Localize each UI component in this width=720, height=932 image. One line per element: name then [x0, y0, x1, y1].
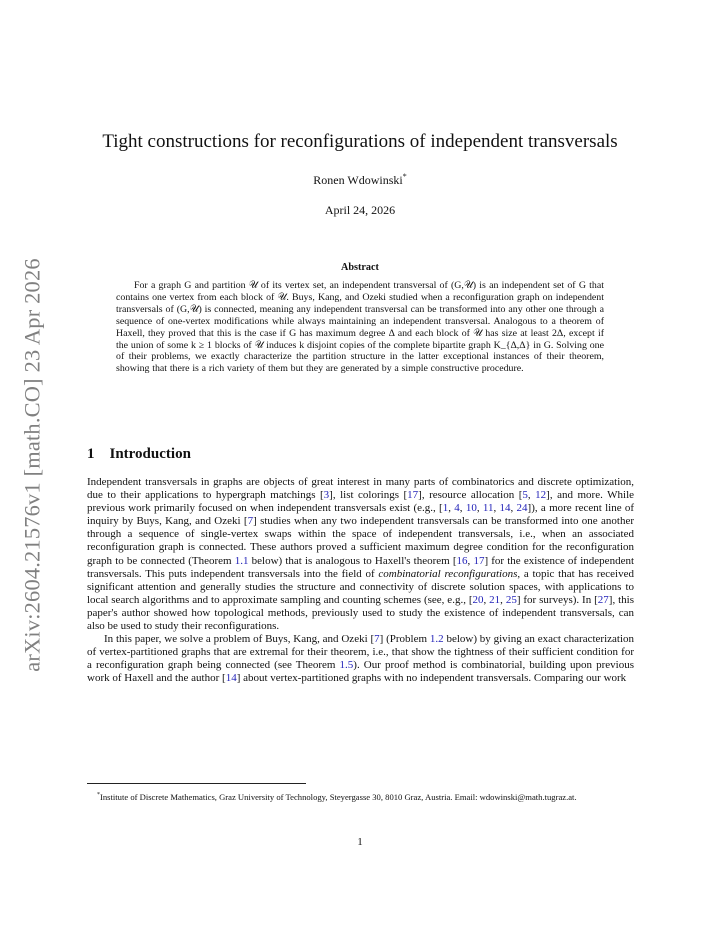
footnote-text: Institute of Discrete Mathematics, Graz University of Technology, Steyergasse 30, 8010 Graz, Austria. Email: wdowinski@math.tugraz.at.	[100, 791, 577, 802]
arxiv-stamp-text: arXiv:2604.21576v1 [math.CO] 23 Apr 2026	[20, 258, 46, 672]
citation-link[interactable]: 11	[482, 502, 494, 515]
text-run: ], list colorings [	[329, 489, 408, 502]
citation-link[interactable]: 16	[456, 554, 468, 567]
paragraph-1: Independent transversals in graphs are objects of great interest in many parts of combinatorics and discrete optimization, due to their applications to hypergraph matchings [3], list colorings [17], resource allocation [5, 12], and more. While previous work primarily focused on when independent transversals exist (e.g., [1, 4, 10, 11, 14, 24]), a more recent line of inquiry by Buys, Kang, and Ozeki [7] studies when any two independent transversals can be transformed into one another through a sequence of single-vertex swaps within the space of independent transversals, i.e., when an associated reconfiguration graph is connected. These authors proved a sufficient maximum degree condition for the reconfiguration graph to be connected (Theorem 1.1 below) that is analogous to Haxell's theorem [16, 17] for the existence of independent transversals. This puts independent transversals into the field of combinatorial reconfigurations, a topic that has received significant attention and generally studies the structure and connectivity of discrete solution spaces, with applications to local search algorithms and to approximate sampling and counting schemes (see, e.g., [20, 21, 25] for surveys). In [27], this paper's author showed how topological methods, previously used to study the existence of independent transversals, can also be used to study their reconfigurations.	[87, 476, 635, 633]
footnote-mark: *	[97, 792, 100, 798]
citation-link[interactable]: 17	[473, 554, 485, 567]
citation-link[interactable]: 21	[489, 593, 501, 606]
text-run: ]), a more recent line of inquiry by Buys, Kang, and Ozeki [	[87, 502, 635, 528]
citation-link[interactable]: 7	[374, 633, 380, 646]
theorem-link[interactable]: 1.5	[339, 659, 354, 672]
author-name: Ronen Wdowinski	[313, 173, 403, 187]
text-run: ], resource allocation [	[418, 489, 523, 502]
citation-link[interactable]: 3	[323, 489, 330, 502]
abstract-heading: Abstract	[341, 262, 379, 273]
paper-date: April 24, 2026	[324, 203, 396, 217]
text-run: ] (Problem	[379, 633, 430, 646]
citation-link[interactable]: 24	[516, 502, 528, 515]
text-run: ] about vertex-partitioned graphs with no independent transversals. Comparing our work	[236, 672, 627, 685]
citation-link[interactable]: 5	[522, 489, 528, 502]
theorem-link[interactable]: 1.1	[234, 554, 249, 567]
text-run: , a topic that has received significant attention and generally studies the structure and connectivity of discrete solution spaces, with applications to local search algorithms and to approximate sampling and counting schemes (see, e.g., [	[87, 567, 634, 606]
citation-link[interactable]: 4	[454, 502, 460, 515]
paragraph-2	[87, 633, 634, 685]
citation-link[interactable]: 17	[407, 489, 419, 502]
abstract-text: For a graph G and partition 𝒰 of its vertex set, an independent transversal of (G,𝒰) is an independent set of G that contains one vertex from each block of 𝒰. Buys, Kang, and Ozeki studied when a reconfiguration graph on independent transversals of (G,𝒰) is connected, meaning any independent transversal can be transformed into any other one through a sequence of one-vertex modifications while always maintaining an independent transversal. Analogous to a theorem of Haxell, they proved that this is the case if G has maximum degree Δ and each block of 𝒰 has size at least 2Δ, except if the union of some k ≥ 1 blocks of 𝒰 induces k disjoint copies of the complete bipartite graph K_{Δ,Δ} in G. Solving one of their problems, we exactly characterize the partition structure in the latter exceptional instances of their theorem, showing that there is a rich variety of them but they are generated by a simple constructive procedure.	[116, 280, 604, 375]
text-run: ], and more. While previous work primarily focused on when independent transversals exist (e.g., [	[87, 489, 635, 515]
text-run: Independent transversals in graphs are objects of great interest in many parts of combinatorics and discrete optimization, due to their applications to hypergraph matchings [	[87, 476, 634, 502]
section-number: 1	[87, 446, 95, 462]
text-run: ] for the existence of independent transversals. This puts independent transversals into the field of	[87, 554, 635, 580]
text-run: ] studies when any two independent transversals can be transformed into one another through a sequence of single-vertex swaps within the space of independent transversals, i.e., when an associated reconfiguration graph is connected. These authors proved a sufficient maximum degree condition for the reconfiguration graph to be connected (Theorem	[87, 515, 635, 567]
text-run: ). Our proof method is combinatorial, building upon previous work of Haxell and the author [	[87, 659, 634, 685]
text-run: below) by giving an exact characterization of vertex-partitioned graphs that are extremal for their theorem, i.e., that show the tightness of their sufficient condition for a reconfiguration graph being connected (see Theorem	[87, 633, 635, 672]
citation-link[interactable]: 12	[535, 489, 547, 502]
text-run: ] for surveys). In [	[516, 593, 598, 606]
citation-link[interactable]: 14	[499, 502, 511, 515]
paper-title: Tight constructions for reconfigurations of independent transversals	[102, 131, 618, 152]
author-line	[60, 172, 660, 188]
introduction-body	[87, 476, 634, 686]
section-heading-introduction	[87, 446, 191, 463]
citation-link[interactable]: 10	[465, 502, 477, 515]
citation-link[interactable]: 14	[225, 672, 237, 685]
section-title: Introduction	[109, 446, 191, 462]
emphasized-term: combinatorial reconfigurations	[378, 567, 518, 580]
footnote	[87, 790, 634, 803]
text-run: ], this paper's author showed how topological methods, previously used to study the existence of independent transversals, can also be used to study their reconfigurations.	[87, 593, 634, 633]
citation-link[interactable]: 25	[505, 593, 517, 606]
citation-link[interactable]: 1	[442, 502, 449, 515]
citation-link[interactable]: 20	[472, 593, 484, 606]
page-number: 1	[357, 836, 363, 848]
problem-link[interactable]: 1.2	[429, 633, 444, 646]
text-run: In this paper, we solve a problem of Buys, Kang, and Ozeki [	[104, 633, 375, 646]
citation-link[interactable]: 7	[247, 515, 254, 528]
footnote-divider	[87, 783, 306, 784]
text-run: below) that is analogous to Haxell's theorem [	[248, 554, 457, 567]
citation-link[interactable]: 27	[597, 593, 609, 606]
arxiv-identifier-stamp	[18, 245, 48, 685]
author-footnote-mark[interactable]: *	[402, 172, 407, 181]
